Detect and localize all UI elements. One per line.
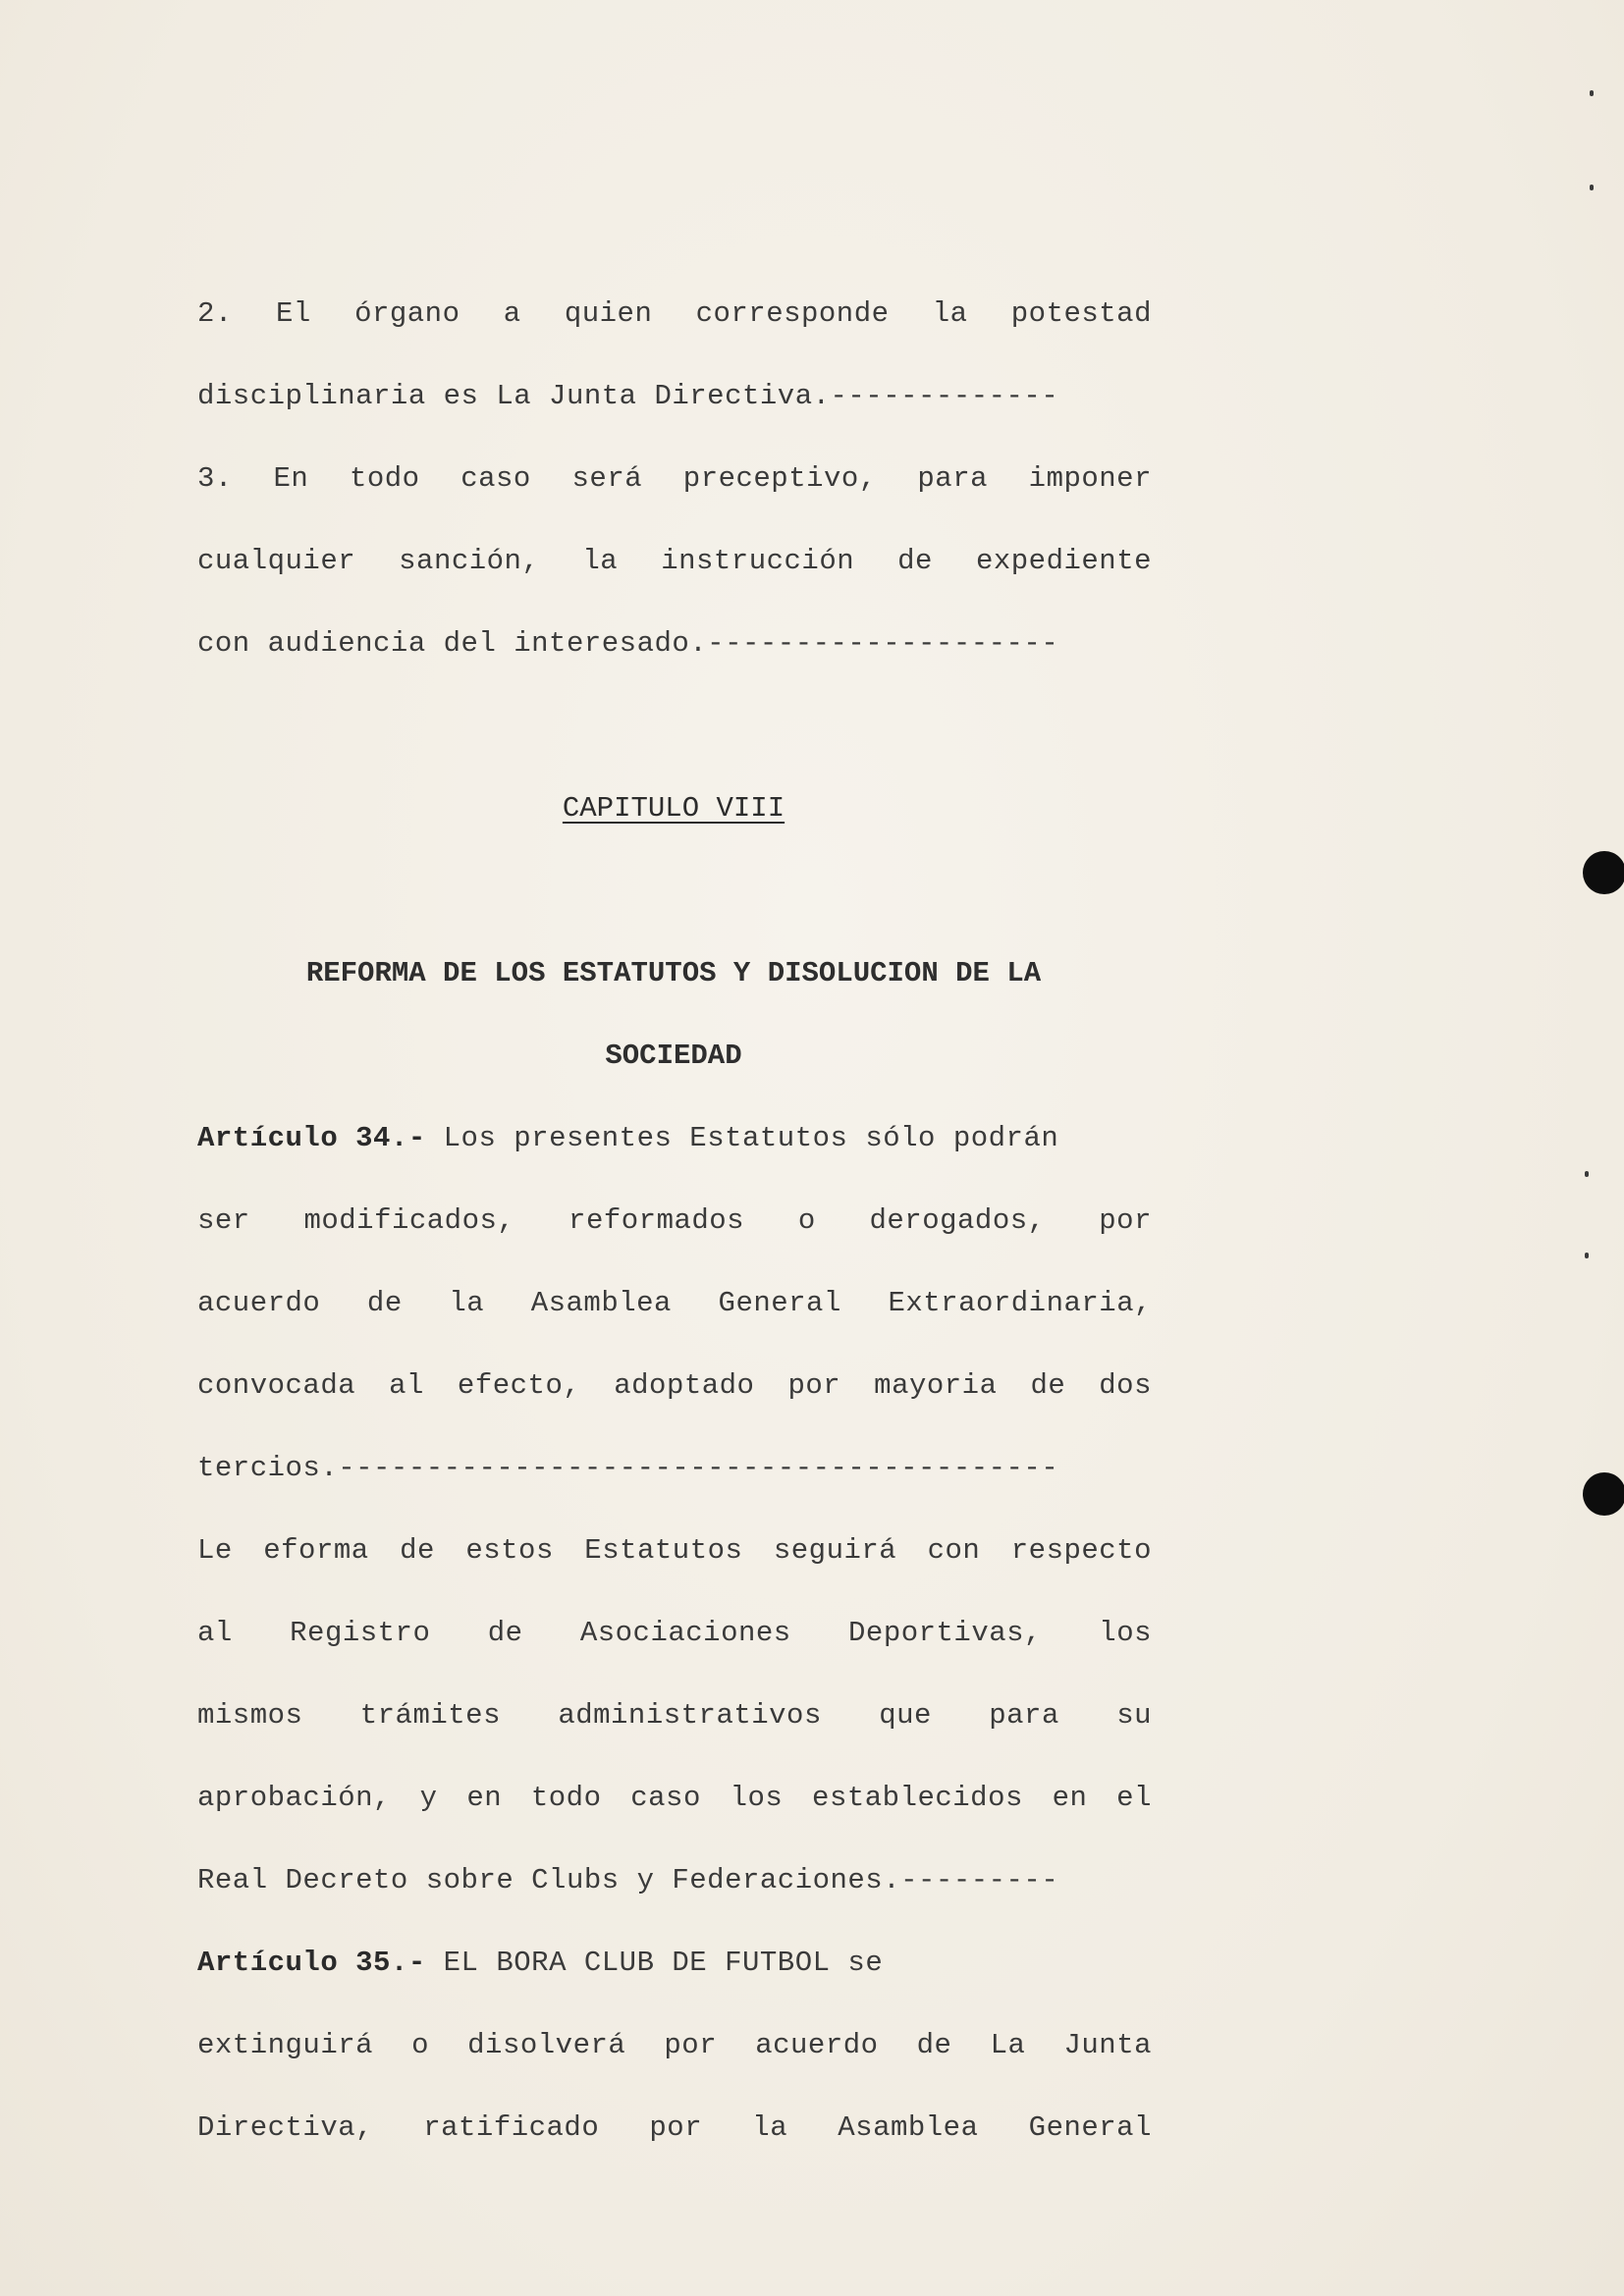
chapter-title [196, 787, 1151, 830]
article-34-line-6: Le eforma de estos Estatutos seguirá con respecto [197, 1534, 1152, 1567]
article-35-line-3: Directiva, ratificado por la Asamblea General [197, 2111, 1152, 2144]
article-34-line-9: aprobación, y en todo caso los establecidos en el [197, 1782, 1152, 1814]
article-34-line-4: convocada al efecto, adoptado por mayoria de dos [197, 1369, 1152, 1402]
para-3-line-3: con audiencia del interesado.-------------------- [197, 627, 1059, 660]
article-34-line-10: Real Decreto sobre Clubs y Federaciones.--------- [197, 1864, 1059, 1896]
article-34-line-7: al Registro de Asociaciones Deportivas, los [197, 1617, 1152, 1649]
chapter-heading-line-2: SOCIEDAD [605, 1040, 742, 1072]
article-34-line-5: tercios.----------------------------------------- [197, 1452, 1059, 1484]
article-34-line-8: mismos trámites administrativos que para su [197, 1699, 1152, 1732]
chapter-title-text: CAPITULO VIII [562, 792, 785, 825]
para-2-line-1: 2. El órgano a quien corresponde la potestad [197, 297, 1152, 330]
para-3-line-1: 3. En todo caso será preceptivo, para imponer [197, 462, 1152, 495]
article-34-line-1-text: Los presentes Estatutos sólo podrán [425, 1122, 1059, 1154]
article-34-line-3: acuerdo de la Asamblea General Extraordinaria, [197, 1287, 1152, 1319]
article-35-line-2: extinguirá o disolverá por acuerdo de La Junta [197, 2029, 1152, 2061]
chapter-heading-line-1: REFORMA DE LOS ESTATUTOS Y DISOLUCION DE LA [305, 957, 1042, 989]
article-34-line-2: ser modificados, reformados o derogados, por [197, 1204, 1152, 1237]
para-3-line-2: cualquier sanción, la instrucción de expediente [197, 545, 1152, 577]
para-2-line-2: disciplinaria es La Junta Directiva.------------- [197, 380, 1059, 412]
article-35-line-1-text: EL BORA CLUB DE FUTBOL se [425, 1947, 884, 1979]
margin-speck [1590, 185, 1594, 190]
article-35-line-1 [197, 1942, 1152, 1985]
article-34-label: Artículo 34.- [197, 1122, 426, 1154]
article-34-line-1 [197, 1117, 1152, 1160]
article-35-label: Artículo 35.- [197, 1947, 426, 1979]
punch-hole-upper [1583, 851, 1624, 894]
margin-speck [1590, 90, 1594, 96]
margin-speck [1585, 1253, 1589, 1258]
margin-speck [1585, 1171, 1589, 1177]
punch-hole-lower [1583, 1472, 1624, 1516]
